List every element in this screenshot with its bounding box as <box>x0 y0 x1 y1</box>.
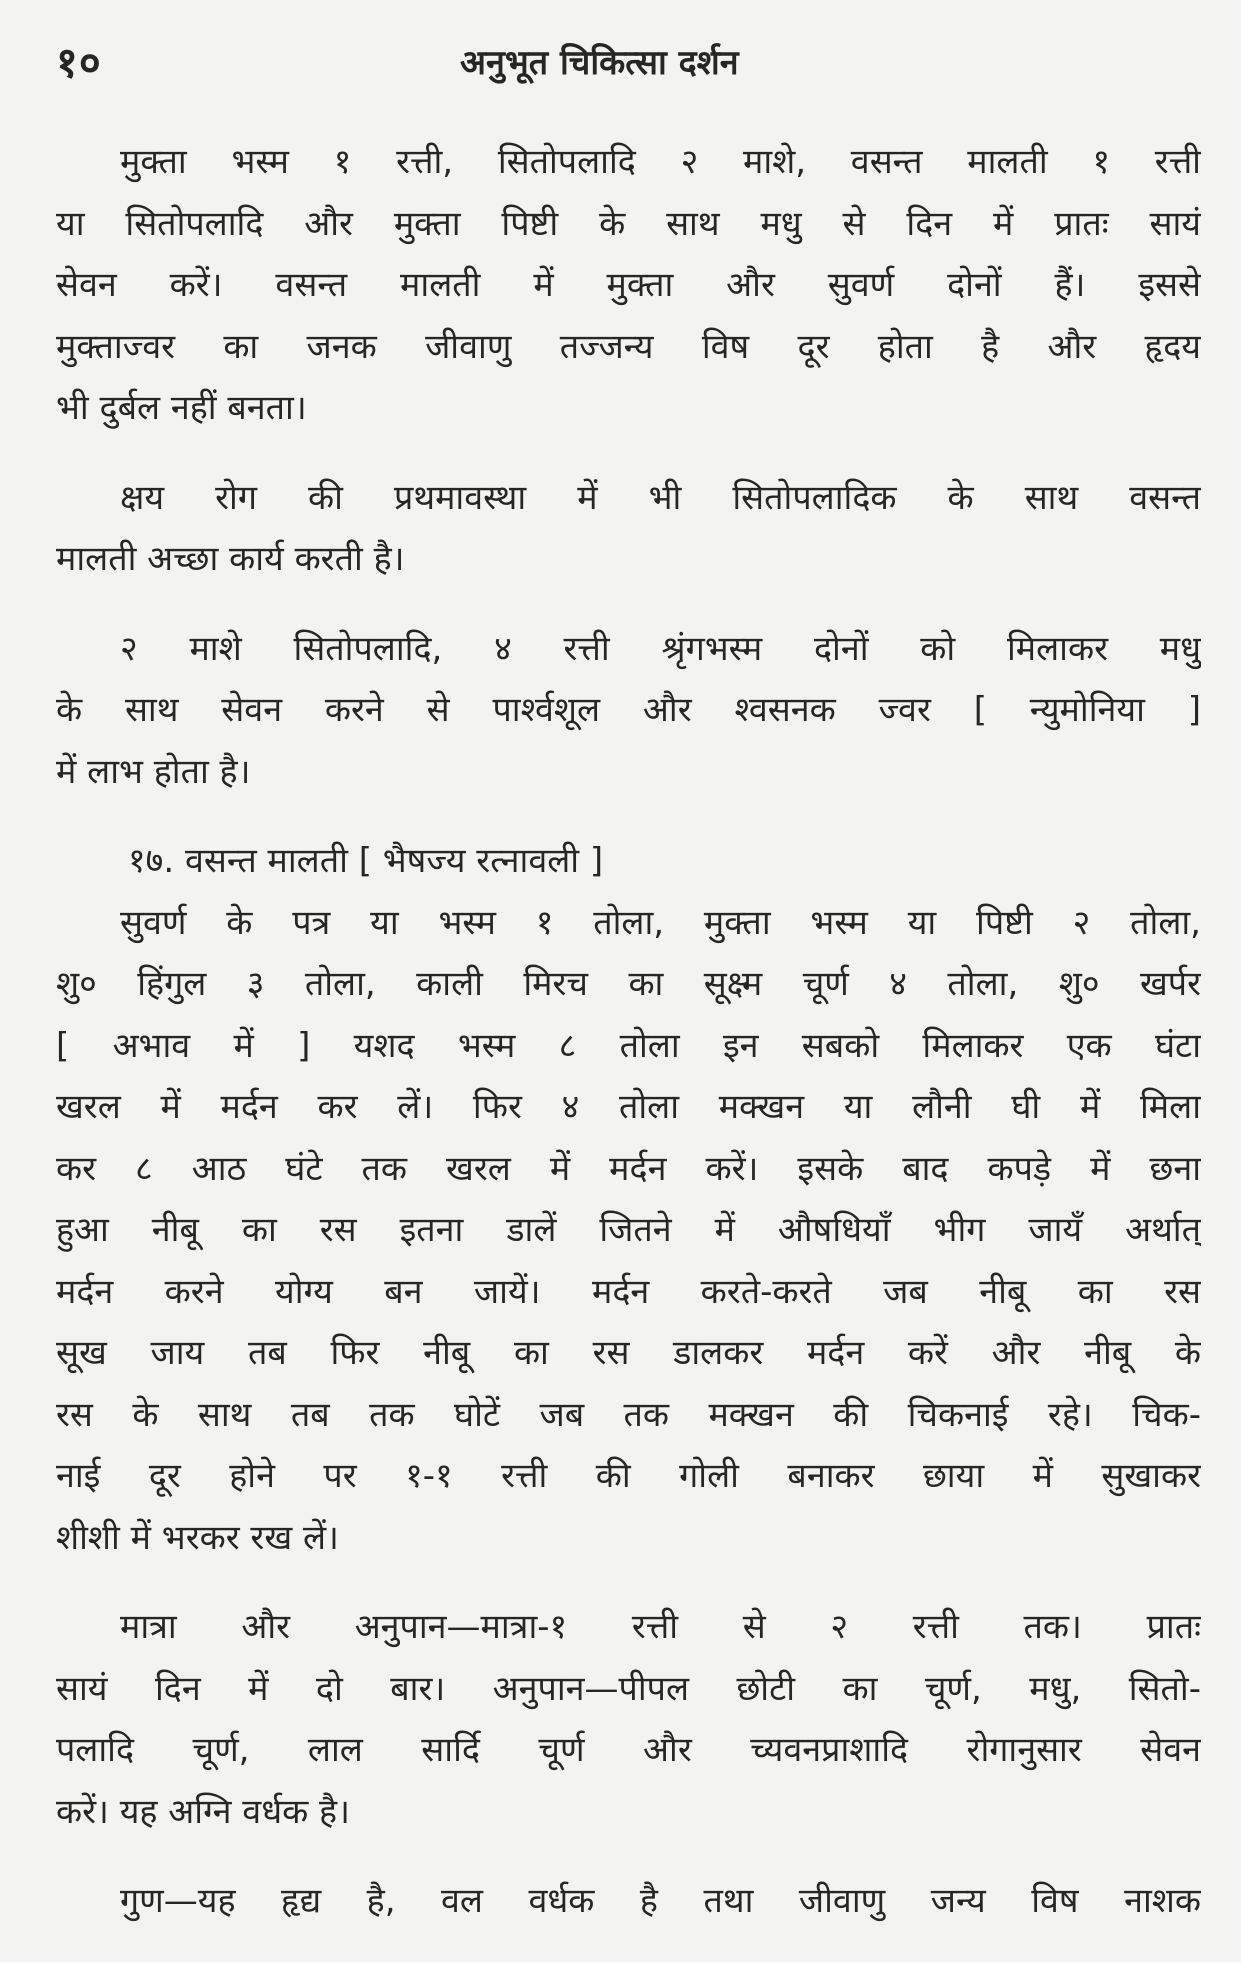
text-line: २ माशे सितोपलादि, ४ रत्ती श्रृंगभस्म दोनों को मिलाकर मधु <box>120 628 1201 669</box>
text-line: खरल में मर्दन कर लें। फिर ४ तोला मक्खन या लौनी घी में मिला <box>56 1087 1201 1127</box>
text-line: रस के साथ तब तक घोटें जब तक मक्खन की चिकनाई रहे। चिक- <box>56 1394 1201 1435</box>
text-line: हुआ नीबू का रस इतना डालें जितने में औषधियाँ भीग जायँ अर्थात् <box>56 1210 1201 1250</box>
text-line: सूख जाय तब फिर नीबू का रस डालकर मर्दन करें और नीबू के <box>56 1333 1201 1373</box>
text-line: मालती अच्छा कार्य करती है। <box>56 539 405 579</box>
text-line: करें। यह अग्नि वर्धक है। <box>56 1791 350 1832</box>
body-text <box>56 132 1201 1933</box>
text-line: सेवन करें। वसन्त मालती में मुक्ता और सुवर्ण दोनों हैं। इससे <box>56 265 1201 305</box>
text-line: [ अभाव में ] यशद भस्म ८ तोला इन सबको मिलाकर एक घंटा <box>56 1025 1201 1066</box>
paragraph-dosage <box>56 1597 1201 1843</box>
text-line: मर्दन करने योग्य बन जायें। मर्दन करते-करते जब नीबू का रस <box>56 1271 1201 1312</box>
text-line: के साथ सेवन करने से पार्श्वशूल और श्वसनक ज्वर [ न्युमोनिया ] <box>56 690 1201 730</box>
text-line: गुण—यह हृद्य है, वल वर्धक है तथा जीवाणु जन्य विष नाशक <box>120 1881 1201 1921</box>
text-line: सायं दिन में दो बार। अनुपान—पीपल छोटी का चूर्ण, मधु, सितो- <box>56 1668 1201 1709</box>
paragraph-mukta-bhasma <box>56 132 1201 440</box>
text-line: शु० हिंगुल ३ तोला, काली मिरच का सूक्ष्म चूर्ण ४ तोला, शु० खर्पर <box>56 964 1201 1004</box>
section-heading: १७. वसन्त मालती [ भैषज्य रत्नावली ] <box>128 841 604 881</box>
text-line: मुक्ताज्वर का जनक जीवाणु तज्जन्य विष दूर होता है और हृदय <box>56 326 1201 367</box>
paragraph-kshaya-roga <box>56 468 1201 591</box>
text-line: पलादि चूर्ण, लाल सार्दि चूर्ण और च्यवनप्राशादि रोगानुसार सेवन <box>56 1730 1201 1770</box>
running-title: अनुभूत चिकित्सा दर्शन <box>460 43 739 83</box>
paragraph-properties <box>56 1871 1201 1933</box>
text-line: में लाभ होता है। <box>56 751 251 792</box>
text-line: मात्रा और अनुपान—मात्रा-१ रत्ती से २ रत्ती तक। प्रातः <box>120 1607 1201 1647</box>
text-line: नाई दूर होने पर १-१ रत्ती की गोली बनाकर छाया में सुखाकर <box>56 1456 1201 1496</box>
text-line: सुवर्ण के पत्र या भस्म १ तोला, मुक्ता भस्म या पिष्टी २ तोला, <box>120 902 1201 943</box>
paragraph-preparation <box>56 893 1201 1570</box>
text-line: कर ८ आठ घंटे तक खरल में मर्दन करें। इसके बाद कपड़े में छना <box>56 1148 1201 1189</box>
page-number: १० <box>56 38 102 87</box>
text-line: भी दुर्बल नहीं बनता। <box>56 388 307 428</box>
paragraph-shringa-bhasma <box>56 619 1201 804</box>
text-line: शीशी में भरकर रख लें। <box>56 1517 339 1558</box>
text-line: या सितोपलादि और मुक्ता पिष्टी के साथ मधु से दिन में प्रातः सायं <box>56 203 1201 244</box>
text-line: मुक्ता भस्म १ रत्ती, सितोपलादि २ माशे, वसन्त मालती १ रत्ती <box>120 142 1201 182</box>
text-line: क्षय रोग की प्रथमावस्था में भी सितोपलादिक के साथ वसन्त <box>120 477 1201 518</box>
